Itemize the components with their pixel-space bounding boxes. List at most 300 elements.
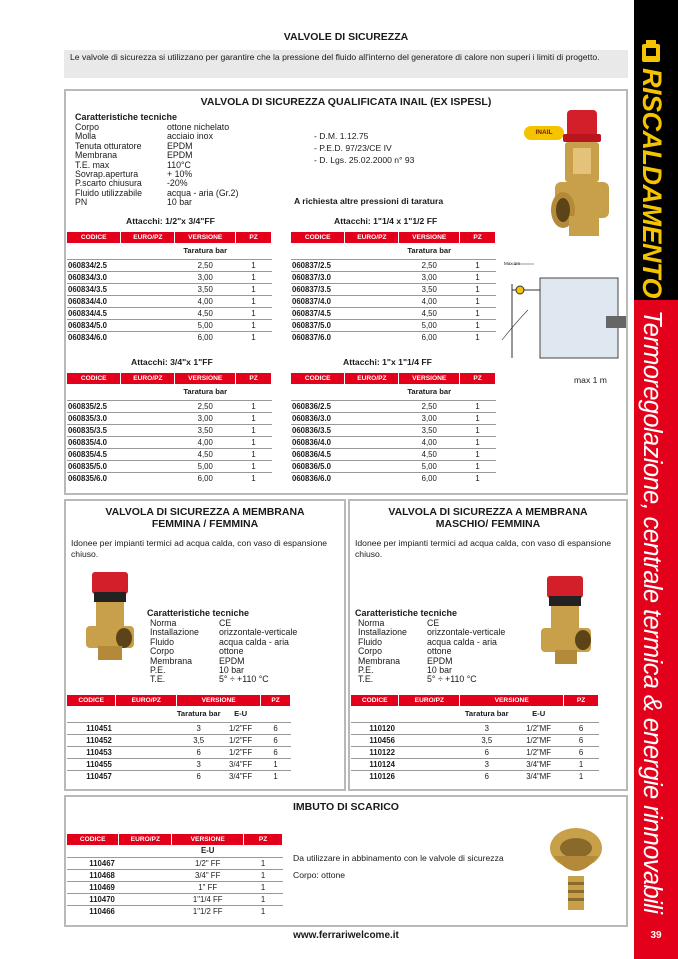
cell-price — [345, 472, 399, 484]
table-row — [67, 758, 291, 770]
cell-qty: 1 — [236, 448, 272, 460]
cell-code: 060837/3.0 — [291, 271, 345, 283]
cell-version: 4,00 — [399, 295, 460, 307]
sub-header: E-U — [234, 709, 248, 718]
cell-qty: 6 — [564, 734, 599, 746]
cell-version: 4,50 — [399, 448, 460, 460]
cell-qty: 1 — [460, 307, 496, 319]
table-row — [291, 412, 496, 424]
spec-key: Installazione — [358, 627, 407, 638]
cell-version: 3,50 — [399, 283, 460, 295]
col-header: EURO/PZ — [121, 232, 175, 243]
cell-price — [345, 307, 399, 319]
cell-qty: 1 — [236, 331, 272, 343]
table-row — [291, 259, 496, 271]
col-header: EURO/PZ — [345, 373, 399, 384]
spec-value: 110°C — [167, 159, 191, 170]
cell-price — [345, 448, 399, 460]
footer-url[interactable]: www.ferrariwelcome.it — [293, 930, 399, 941]
spec-value: 10 bar — [427, 665, 452, 676]
intro-text: Le valvole di sicurezza si utilizzano per garantire che la pressione del fluido all'interno del generatore di calore non superi i limiti di progetto. — [64, 50, 628, 78]
spec-value: EPDM — [167, 150, 193, 161]
cell-code: 060835/3.0 — [67, 412, 121, 424]
cell-price — [121, 295, 175, 307]
table-row — [291, 460, 496, 472]
spec-value: 10 bar — [219, 665, 244, 676]
spec-value: CE — [219, 618, 232, 628]
cell-price — [345, 331, 399, 343]
cell-price — [119, 905, 172, 917]
section-membrane-mf-title — [350, 506, 626, 530]
spec-value: acqua calda - aria — [219, 636, 289, 647]
cell-version: 5,00 — [399, 460, 460, 472]
cell-setting: 3,5 — [177, 734, 221, 746]
cell-code: 060837/2.5 — [291, 259, 345, 271]
specs-list — [75, 123, 285, 213]
table-row — [291, 400, 496, 412]
cell-qty: 1 — [236, 436, 272, 448]
cell-version: 2,50 — [399, 259, 460, 271]
specs-list — [358, 619, 538, 689]
spec-key: Norma — [358, 618, 385, 628]
specs-keys — [150, 619, 220, 685]
table-row — [67, 857, 283, 869]
spec-value: 10 bar — [167, 197, 192, 208]
col-header: PZ — [236, 373, 272, 384]
cell-price — [345, 259, 399, 271]
cell-setting: 3,5 — [460, 734, 514, 746]
table-row — [67, 400, 272, 412]
cell-price — [345, 319, 399, 331]
cell-price — [121, 271, 175, 283]
norm-item: - D. Lgs. 25.02.2000 n° 93 — [314, 155, 415, 165]
cell-code: 110466 — [67, 905, 119, 917]
cell-qty: 1 — [236, 460, 272, 472]
cell-price — [121, 424, 175, 436]
cell-qty: 1 — [236, 412, 272, 424]
inail-logo: INAIL — [524, 126, 564, 140]
cell-qty: 1 — [564, 758, 599, 770]
cell-code: 060834/3.5 — [67, 283, 121, 295]
cell-code: 060834/4.5 — [67, 307, 121, 319]
cell-qty: 1 — [236, 283, 272, 295]
table-row — [291, 319, 496, 331]
col-header: CODICE — [67, 232, 121, 243]
sidebar-subcategory: Termoregolazione, centrale termica & energie rinnovabili — [638, 310, 666, 914]
spec-key: P.E. — [358, 665, 374, 676]
cell-code: 060837/3.5 — [291, 283, 345, 295]
table-row — [67, 295, 272, 307]
cell-version: 1" FF — [172, 881, 244, 893]
title-line: FEMMINA / FEMMINA — [151, 518, 259, 530]
cell-qty: 1 — [236, 259, 272, 271]
cell-version: 4,00 — [175, 436, 236, 448]
cell-price — [116, 722, 177, 734]
cell-eu: 1/2"FF — [221, 734, 261, 746]
cell-eu: 3/4"MF — [514, 770, 564, 782]
cell-setting: 3 — [177, 758, 221, 770]
spec-key: Fluido — [150, 636, 174, 647]
inail-table — [291, 232, 496, 343]
cell-qty: 6 — [564, 722, 599, 734]
spec-value: EPDM — [219, 655, 245, 666]
section-membrane-mf-desc: Idonee per impianti termici ad acqua calda, con vaso di espansione chiuso. — [355, 538, 612, 559]
table-row — [67, 319, 272, 331]
spec-key: Corpo — [150, 646, 174, 657]
col-header: VERSIONE — [175, 232, 236, 243]
table-row — [67, 271, 272, 283]
cell-price — [121, 307, 175, 319]
cell-qty: 1 — [244, 869, 283, 881]
cell-code: 110126 — [351, 770, 399, 782]
cell-price — [345, 283, 399, 295]
spec-value: EPDM — [167, 140, 193, 151]
page-title: VALVOLE DI SICUREZZA — [283, 31, 409, 43]
col-header: PZ — [460, 373, 496, 384]
col-header: VERSIONE — [460, 695, 564, 706]
col-header: VERSIONE — [172, 834, 244, 845]
valve-mf-image — [537, 576, 595, 666]
sub-header: E-U — [532, 709, 546, 718]
cell-price — [121, 283, 175, 295]
inail-table — [67, 373, 272, 484]
col-header: PZ — [244, 834, 283, 845]
col-header: PZ — [460, 232, 496, 243]
spec-key: Membrana — [358, 655, 401, 666]
specs-values — [427, 619, 539, 685]
spec-key: Sovrap.apertura — [75, 169, 139, 180]
section-membrane-ff-desc: Idonee per impianti termici ad acqua calda, con vaso di espansione chiuso. — [71, 538, 328, 559]
cell-version: 6,00 — [175, 331, 236, 343]
spec-value: ottone — [219, 646, 244, 657]
cell-qty: 1 — [460, 295, 496, 307]
title-line: MASCHIO/ FEMMINA — [435, 518, 541, 530]
cell-price — [121, 436, 175, 448]
cell-code: 060837/4.0 — [291, 295, 345, 307]
cell-version: 2,50 — [175, 400, 236, 412]
cell-price — [116, 758, 177, 770]
cell-price — [119, 881, 172, 893]
cell-price — [345, 295, 399, 307]
spec-key: T.E. — [150, 674, 166, 685]
cell-price — [119, 869, 172, 881]
funnel-body: Corpo: ottone — [293, 870, 346, 880]
table-row — [67, 307, 272, 319]
cell-code: 060834/3.0 — [67, 271, 121, 283]
membrane-ff-table — [67, 695, 291, 782]
table-caption: Attacchi: 1"x 1"1/4 FF — [343, 357, 432, 367]
spec-value: acqua - aria (Gr.2) — [167, 187, 239, 198]
cell-price — [121, 319, 175, 331]
diagram-top-label: Max 1m — [504, 261, 521, 266]
cell-price — [116, 746, 177, 758]
cell-price — [116, 770, 177, 782]
cell-eu: 3/4"FF — [221, 770, 261, 782]
valve-ff-image — [82, 572, 138, 660]
cell-version: 3,50 — [175, 283, 236, 295]
cell-qty: 1 — [460, 412, 496, 424]
cell-eu: 1/2"FF — [221, 722, 261, 734]
spec-value: 5° ÷ +110 °C — [427, 674, 477, 685]
col-header: PZ — [261, 695, 291, 706]
cell-qty: 1 — [460, 436, 496, 448]
cell-qty: 1 — [460, 259, 496, 271]
cell-price — [399, 746, 460, 758]
col-header: VERSIONE — [399, 232, 460, 243]
cell-qty: 1 — [564, 770, 599, 782]
cell-version: 5,00 — [399, 319, 460, 331]
cell-code: 060837/5.0 — [291, 319, 345, 331]
spec-value: orizzontale-verticale — [427, 627, 506, 638]
cell-setting: 3 — [460, 722, 514, 734]
cell-qty: 1 — [236, 271, 272, 283]
cell-setting: 3 — [177, 722, 221, 734]
table-row — [67, 412, 272, 424]
section-inail-title: VALVOLA DI SICUREZZA QUALIFICATA INAIL (EX ISPESL) — [200, 96, 492, 108]
cell-code: 060836/3.0 — [291, 412, 345, 424]
cell-qty: 1 — [460, 400, 496, 412]
cell-code: 060836/4.0 — [291, 436, 345, 448]
section-funnel-title: IMBUTO DI SCARICO — [293, 801, 399, 813]
cell-version: 4,50 — [175, 307, 236, 319]
col-header: VERSIONE — [175, 373, 236, 384]
col-header: PZ — [236, 232, 272, 243]
cell-version: 3,00 — [399, 412, 460, 424]
spec-key: T.E. — [358, 674, 374, 685]
cell-version: 5,00 — [175, 460, 236, 472]
inail-table — [291, 373, 496, 484]
cell-version: 4,00 — [399, 436, 460, 448]
cell-qty: 1 — [236, 295, 272, 307]
category-icon — [640, 38, 664, 64]
table-row — [291, 472, 496, 484]
spec-key: T.E. max — [75, 159, 110, 170]
cell-price — [121, 412, 175, 424]
cell-version: 3,00 — [175, 271, 236, 283]
cell-version: 6,00 — [399, 331, 460, 343]
table-row — [67, 722, 291, 734]
table-caption: Attacchi: 1/2"x 3/4"FF — [126, 216, 215, 226]
cell-qty: 1 — [236, 400, 272, 412]
cell-code: 110468 — [67, 869, 119, 881]
specs-title: Caratteristiche tecniche — [75, 112, 178, 122]
col-header: EURO/PZ — [399, 695, 460, 706]
cell-code: 060836/3.5 — [291, 424, 345, 436]
spec-value: acqua calda - aria — [427, 636, 497, 647]
cell-code: 060836/5.0 — [291, 460, 345, 472]
cell-price — [399, 770, 460, 782]
cell-price — [345, 412, 399, 424]
cell-version: 3,00 — [399, 271, 460, 283]
cell-price — [399, 758, 460, 770]
cell-code: 110453 — [67, 746, 116, 758]
table-row — [67, 905, 283, 917]
table-row — [67, 436, 272, 448]
cell-price — [345, 460, 399, 472]
spec-value: CE — [427, 618, 440, 628]
cell-qty: 1 — [460, 448, 496, 460]
table-row — [291, 295, 496, 307]
cell-price — [119, 857, 172, 869]
cell-code: 060835/4.5 — [67, 448, 121, 460]
spec-key: Fluido utilizzabile — [75, 187, 142, 198]
cell-setting: 6 — [177, 746, 221, 758]
cell-eu: 1/2"FF — [221, 746, 261, 758]
spec-key: Membrana — [150, 655, 193, 666]
cell-code: 110122 — [351, 746, 399, 758]
spec-value: ottone — [427, 646, 452, 657]
norm-item: - D.M. 1.12.75 — [314, 131, 369, 141]
table-row — [351, 746, 599, 758]
spec-key: Molla — [75, 131, 97, 142]
cell-setting: 6 — [460, 770, 514, 782]
cell-code: 060836/2.5 — [291, 400, 345, 412]
cell-qty: 1 — [460, 331, 496, 343]
cell-version: 4,50 — [399, 307, 460, 319]
col-header: EURO/PZ — [116, 695, 177, 706]
cell-eu: 1/2"MF — [514, 722, 564, 734]
cell-price — [399, 722, 460, 734]
cell-code: 110470 — [67, 893, 119, 905]
table-row — [67, 472, 272, 484]
spec-value: ottone nichelato — [167, 122, 230, 132]
cell-code: 110120 — [351, 722, 399, 734]
funnel-table — [67, 834, 283, 917]
table-row — [291, 283, 496, 295]
table-row — [67, 746, 291, 758]
specs-values — [219, 619, 331, 685]
cell-qty: 6 — [564, 746, 599, 758]
col-header: EURO/PZ — [119, 834, 172, 845]
spec-key: Corpo — [358, 646, 382, 657]
cell-code: 110455 — [67, 758, 116, 770]
cell-version: 2,50 — [399, 400, 460, 412]
spec-value: EPDM — [427, 655, 453, 666]
table-row — [67, 424, 272, 436]
col-header: VERSIONE — [399, 373, 460, 384]
cell-code: 060835/3.5 — [67, 424, 121, 436]
cell-qty: 1 — [460, 319, 496, 331]
specs-keys — [358, 619, 428, 685]
cell-qty: 6 — [261, 746, 291, 758]
cell-price — [399, 734, 460, 746]
cell-version: 4,50 — [175, 448, 236, 460]
table-row — [291, 424, 496, 436]
spec-key: Membrana — [75, 150, 118, 161]
col-header: EURO/PZ — [345, 232, 399, 243]
installation-diagram — [498, 250, 630, 370]
cell-price — [121, 448, 175, 460]
sub-header: Taratura bar — [183, 246, 228, 255]
table-row — [291, 448, 496, 460]
spec-key: P.scarto chiusura — [75, 178, 142, 189]
sub-header: Taratura bar — [176, 709, 221, 718]
col-header: VERSIONE — [177, 695, 261, 706]
sidebar-category: RISCALDAMENTO — [637, 68, 667, 299]
cell-qty: 1 — [236, 319, 272, 331]
cell-eu: 3/4"MF — [514, 758, 564, 770]
cell-version: 6,00 — [399, 472, 460, 484]
table-row — [67, 869, 283, 881]
spec-key: Corpo — [75, 122, 99, 132]
specs-values — [167, 123, 285, 208]
spec-key: Norma — [150, 618, 177, 628]
table-row — [291, 307, 496, 319]
cell-version: 2,50 — [175, 259, 236, 271]
section-membrane-ff-title — [66, 506, 344, 530]
table-row — [67, 283, 272, 295]
cell-qty: 1 — [244, 857, 283, 869]
table-row — [351, 758, 599, 770]
cell-code: 060834/5.0 — [67, 319, 121, 331]
title-line: VALVOLA DI SICUREZZA A MEMBRANA — [388, 506, 588, 518]
cell-eu: 1/2"MF — [514, 746, 564, 758]
table-row — [291, 331, 496, 343]
col-header: EURO/PZ — [121, 373, 175, 384]
spec-value: + 10% — [167, 169, 193, 180]
specs-keys — [75, 123, 167, 208]
table-caption: Attacchi: 1"1/4 x 1"1/2 FF — [334, 216, 438, 226]
cell-qty: 1 — [261, 758, 291, 770]
cell-version: 1"1/2 FF — [172, 905, 244, 917]
cell-setting: 6 — [177, 770, 221, 782]
table-row — [351, 722, 599, 734]
cell-qty: 1 — [244, 881, 283, 893]
norms-list — [314, 130, 414, 166]
membrane-mf-table — [351, 695, 599, 782]
table-row — [351, 734, 599, 746]
cell-price — [116, 734, 177, 746]
inail-valve-image — [545, 108, 615, 240]
cell-price — [121, 472, 175, 484]
table-caption: Attacchi: 3/4"x 1"FF — [131, 357, 213, 367]
title-line: VALVOLA DI SICUREZZA A MEMBRANA — [105, 506, 305, 518]
cell-qty: 1 — [460, 271, 496, 283]
cell-code: 060835/4.0 — [67, 436, 121, 448]
table-row — [67, 448, 272, 460]
cell-price — [345, 436, 399, 448]
cell-code: 060837/6.0 — [291, 331, 345, 343]
spec-key: Installazione — [150, 627, 199, 638]
specs-title: Caratteristiche tecniche — [355, 608, 458, 618]
col-header: PZ — [564, 695, 599, 706]
cell-qty: 6 — [261, 734, 291, 746]
table-row — [67, 881, 283, 893]
cell-price — [121, 400, 175, 412]
cell-version: 3,50 — [175, 424, 236, 436]
spec-key: Fluido — [358, 636, 382, 647]
cell-code: 060837/4.5 — [291, 307, 345, 319]
cell-price — [121, 331, 175, 343]
specs-list — [150, 619, 330, 689]
cell-qty: 1 — [460, 472, 496, 484]
cell-price — [121, 259, 175, 271]
table-row — [67, 460, 272, 472]
col-header: CODICE — [67, 695, 116, 706]
cell-code: 060835/6.0 — [67, 472, 121, 484]
table-row — [291, 271, 496, 283]
cell-qty: 6 — [261, 722, 291, 734]
cell-qty: 1 — [244, 893, 283, 905]
sub-header: Taratura bar — [407, 246, 452, 255]
cell-code: 060835/2.5 — [67, 400, 121, 412]
spec-value: 5° ÷ +110 °C — [219, 674, 269, 685]
spec-value: acciaio inox — [167, 131, 213, 142]
cell-code: 060834/6.0 — [67, 331, 121, 343]
cell-price — [345, 271, 399, 283]
cell-price — [121, 460, 175, 472]
cell-code: 110467 — [67, 857, 119, 869]
